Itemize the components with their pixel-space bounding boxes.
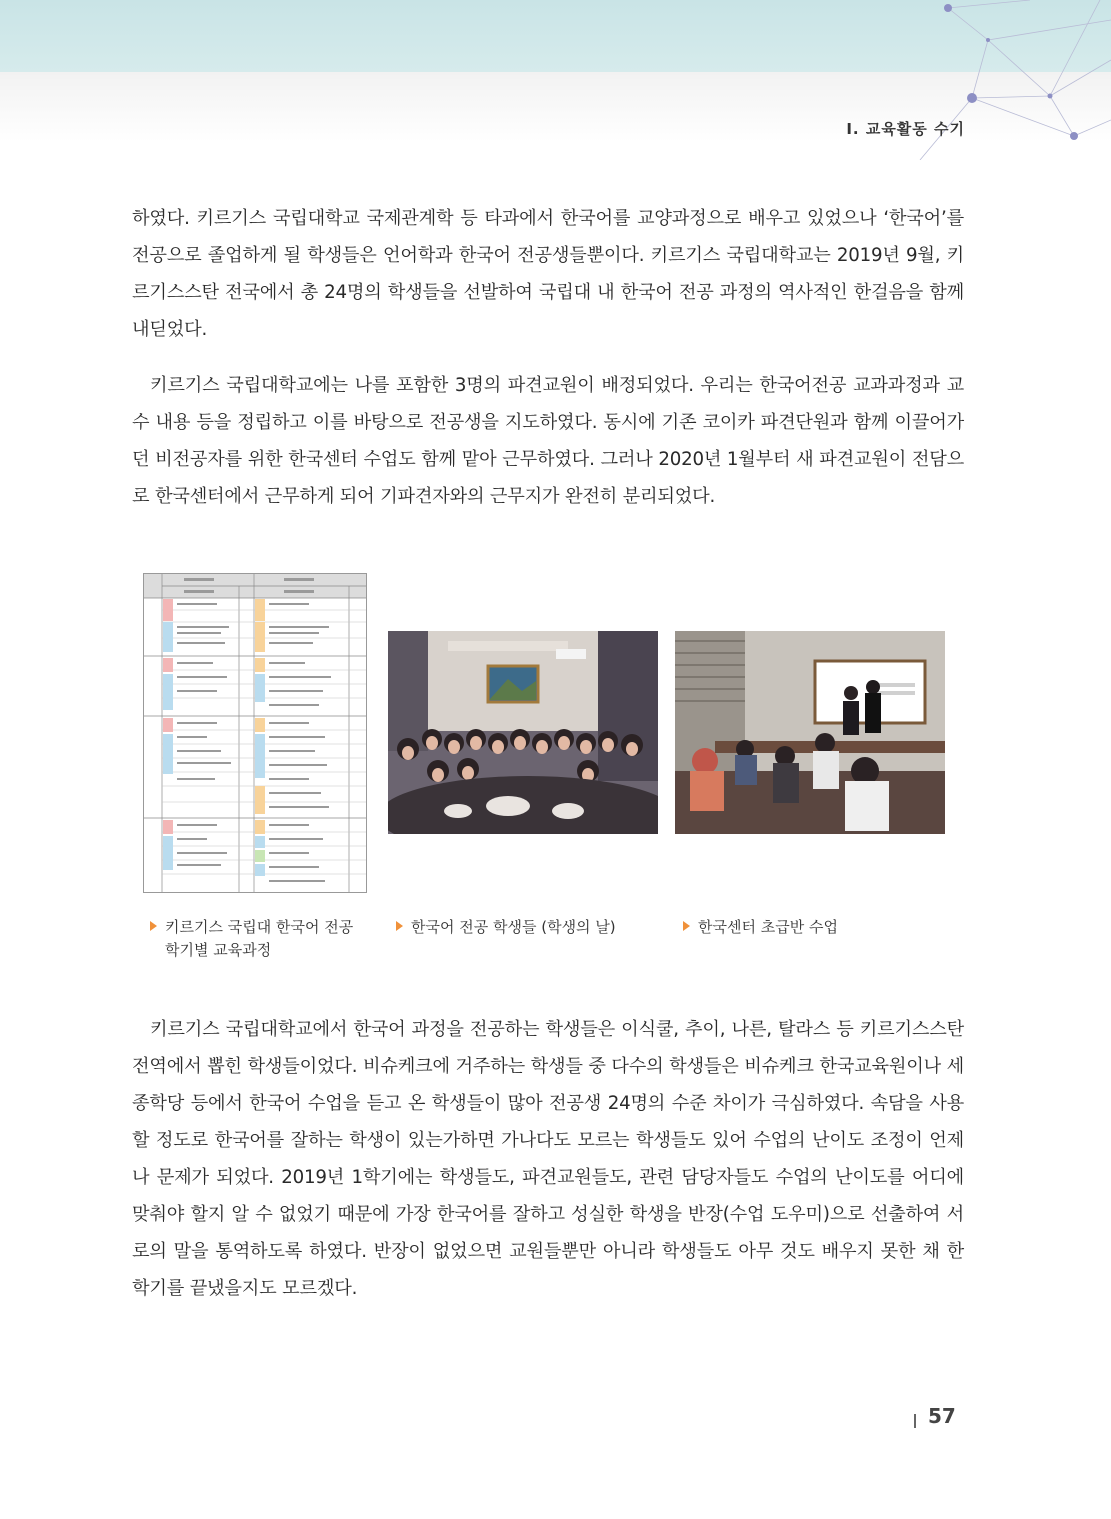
paragraph-2: 키르기스 국립대학교에는 나를 포함한 3명의 파견교원이 배정되었다. 우리는 한국어전공 교과과정과 교수 내용 등을 정립하고 이를 바탕으로 전공생을 지도하였다. 동시에 기존 코이카 파견단원과 함께 이끌어가던 비전공자를 위한 한국센터 수업도 함께 맡아 근무하였다. 그러나 2020년 1월부터 새 파견교원이 전담으로 한국센터에서 근무하게 되어 기파견자와의 근무지가 완전히 분리되었다.	[132, 375, 964, 507]
page-number: 57	[928, 1404, 956, 1428]
caption-beginner-class	[683, 916, 838, 939]
paragraph-1: 하였다. 키르기스 국립대학교 국제관계학 등 타과에서 한국어를 교양과정으로 배우고 있었으나 ‘한국어’를 전공으로 졸업하게 될 학생들은 언어학과 한국어 전공생들뿐이다. 키르기스 국립대학교는 2019년 9월, 키르기스스탄 전국에서 총 24명의 학생들을 선발하여 국립대 내 한국어 전공 과정의 역사적인 한걸음을 함께 내딛었다.	[132, 208, 964, 340]
students-day-photo	[388, 631, 658, 834]
page-number-divider	[914, 1414, 916, 1428]
caption-curriculum-line2: 학기별 교육과정	[165, 941, 272, 959]
curriculum-table-image	[143, 573, 367, 893]
caption-marker-icon	[683, 921, 690, 931]
caption-students-day-text: 한국어 전공 학생들 (학생의 날)	[411, 918, 616, 936]
caption-curriculum-line1: 키르기스 국립대 한국어 전공	[165, 918, 354, 936]
chapter-heading: Ⅰ. 교육활동 수기	[846, 120, 965, 138]
beginner-class-photo	[675, 631, 945, 834]
paragraph-3: 키르기스 국립대학교에서 한국어 과정을 전공하는 학생들은 이식쿨, 추이, 나른, 탈라스 등 키르기스스탄 전역에서 뽑힌 학생들이었다. 비슈케크에 거주하는 학생들 중 다수의 학생들은 비슈케크 한국교육원이나 세종학당 등에서 한국어 수업을 듣고 온 학생들이 많아 전공생 24명의 수준 차이가 극심하였다. 속담을 사용할 정도로 한국어를 잘하는 학생이 있는가하면 가나다도 모르는 학생들도 있어 수업의 난이도 조정이 언제나 문제가 되었다. 2019년 1학기에는 학생들도, 파견교원들도, 관련 담당자들도 수업의 난이도를 어디에 맞춰야 할지 알 수 없었기 때문에 가장 한국어를 잘하고 성실한 학생을 반장(수업 도우미)으로 선출하여 서로의 말을 통역하도록 하였다. 반장이 없었으면 교원들뿐만 아니라 학생들도 아무 것도 배우지 못한 채 한 학기를 끝냈을지도 모르겠다.	[132, 1019, 964, 1299]
caption-marker-icon	[150, 921, 157, 931]
caption-beginner-class-text: 한국센터 초급반 수업	[698, 918, 838, 936]
caption-marker-icon	[396, 921, 403, 931]
caption-students-day	[396, 916, 616, 939]
caption-curriculum	[150, 916, 390, 962]
